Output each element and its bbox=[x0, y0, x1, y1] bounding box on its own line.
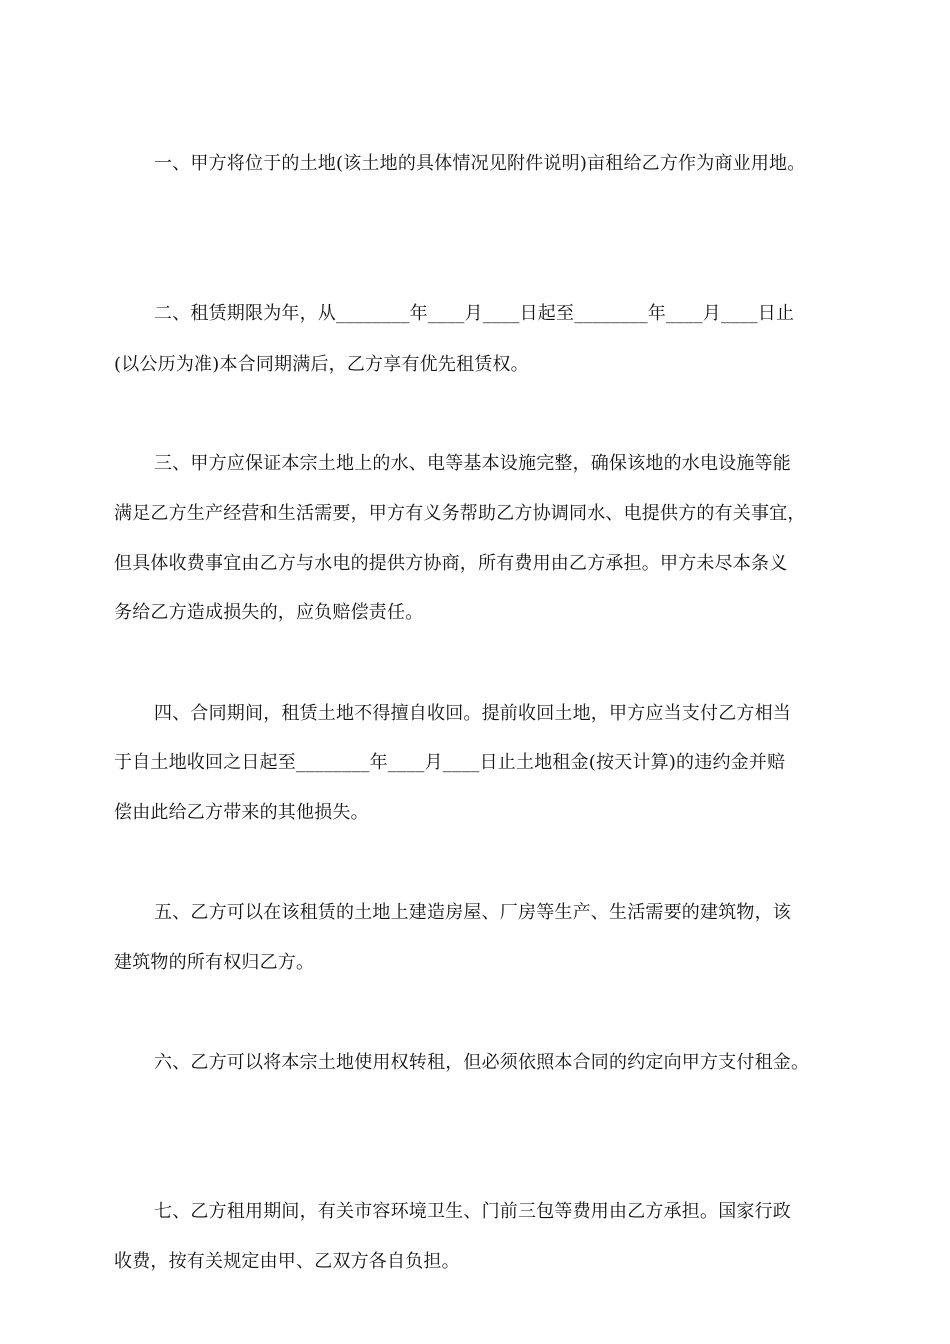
clause-line: 于自土地收回之日起至________年____月____日止土地租金(按天计算)的违约金并赔 bbox=[114, 752, 786, 773]
clause-line: 满足乙方生产经营和生活需要，甲方有义务帮助乙方协调同水、电提供方的有关事宜， bbox=[114, 503, 806, 524]
clause-line: 四、合同期间，租赁土地不得擅自收回。提前收回土地，甲方应当支付乙方相当 bbox=[154, 703, 791, 724]
clause-line: 但具体收费事宜由乙方与水电的提供方协商，所有费用由乙方承担。甲方未尽本条义 bbox=[114, 553, 788, 574]
clause-line: 一、甲方将位于的土地(该土地的具体情况见附件说明)亩租给乙方作为商业用地。 bbox=[154, 153, 806, 174]
clause-line: (以公历为准)本合同期满后，乙方享有优先租赁权。 bbox=[114, 354, 529, 375]
clause-line: 五、乙方可以在该租赁的土地上建造房屋、厂房等生产、生活需要的建筑物，该 bbox=[154, 902, 791, 923]
clause-line: 三、甲方应保证本宗土地上的水、电等基本设施完整，确保该地的水电设施等能 bbox=[154, 453, 791, 474]
clause-line: 务给乙方造成损失的，应负赔偿责任。 bbox=[114, 602, 424, 623]
clause-line: 六、乙方可以将本宗土地使用权转租，但必须依照本合同的约定向甲方支付租金。 bbox=[154, 1052, 810, 1073]
clause-line: 收费，按有关规定由甲、乙双方各自负担。 bbox=[114, 1251, 460, 1272]
clause-line: 二、租赁期限为年，从________年____月____日起至________年____月____日止 bbox=[154, 303, 795, 324]
clause-line: 建筑物的所有权归乙方。 bbox=[114, 952, 315, 973]
clause-line: 七、乙方租用期间，有关市容环境卫生、门前三包等费用由乙方承担。国家行政 bbox=[154, 1201, 791, 1222]
clause-line: 偿由此给乙方带来的其他损失。 bbox=[114, 802, 369, 823]
